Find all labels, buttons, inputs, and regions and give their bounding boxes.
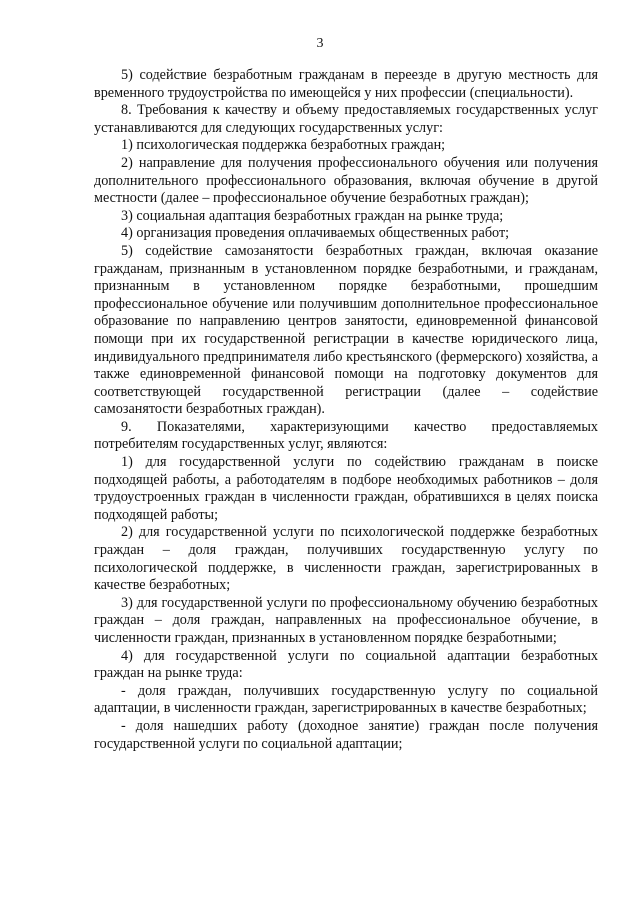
paragraph: 5) содействие безработным гражданам в переезде в другую местность для временного трудоустройства по имеющейся у них профессии (специальности). <box>94 67 598 101</box>
paragraph: 2) для государственной услуги по психологической поддержке безработных граждан – доля граждан, получивших государственную услугу по психологической поддержке, в численности граждан, зарегистрированных в качестве безработных; <box>94 524 598 594</box>
paragraph: 1) для государственной услуги по содействию гражданам в поиске подходящей работы, а работодателям в подборе необходимых работников – доля трудоустроенных граждан в численности граждан, обратившихся в целях поиска подходящей работы; <box>94 454 598 523</box>
paragraph: 3) социальная адаптация безработных граждан на рынке труда; <box>121 207 504 224</box>
document-body <box>94 67 598 753</box>
paragraph: 3) для государственной услуги по профессиональному обучению безработных граждан – доля граждан, направленных на профессиональное обучение, в численности граждан, признанных в установленном порядке безработными; <box>94 594 598 646</box>
paragraph: 1) психологическая поддержка безработных граждан; <box>121 137 446 154</box>
paragraph: - доля граждан, получивших государственную услугу по социальной адаптации, в численности граждан, зарегистрированных в качестве безработных; <box>94 682 598 717</box>
paragraph: 4) организация проведения оплачиваемых общественных работ; <box>121 225 510 242</box>
paragraph: - доля нашедших работу (доходное занятие) граждан после получения государственной услуги по социальной адаптации; <box>94 717 598 752</box>
paragraph: 5) содействие самозанятости безработных граждан, включая оказание гражданам, признанным в установленном порядке безработными, и гражданам, признанным в установленном порядке безработными, прошедшим профессиональное обучение или получившим дополнительное профессиональное образование по направлению центров занятости, единовременной финансовой помощи при их государственной регистрации в качестве юридического лица, индивидуального предпринимателя либо крестьянского (фермерского) хозяйства, а также единовременной финансовой помощи на подготовку документов для соответствующей государственной регистрации (далее – содействие самозанятости безработных граждан). <box>94 242 598 418</box>
page-number: 3 <box>316 36 324 51</box>
paragraph: 8. Требования к качеству и объему предоставляемых государственных услуг устанавливаются для следующих государственных услуг: <box>94 102 598 136</box>
paragraph: 2) направление для получения профессионального обучения или получения дополнительного профессионального образования, включая обучение в другой местности (далее – профессиональное обучение безработных граждан); <box>94 154 598 207</box>
paragraph: 4) для государственной услуги по социальной адаптации безработных граждан на рынке труда: <box>94 647 598 682</box>
paragraph: 9. Показателями, характеризующими качество предоставляемых потребителям государственных услуг, являются: <box>94 418 598 453</box>
